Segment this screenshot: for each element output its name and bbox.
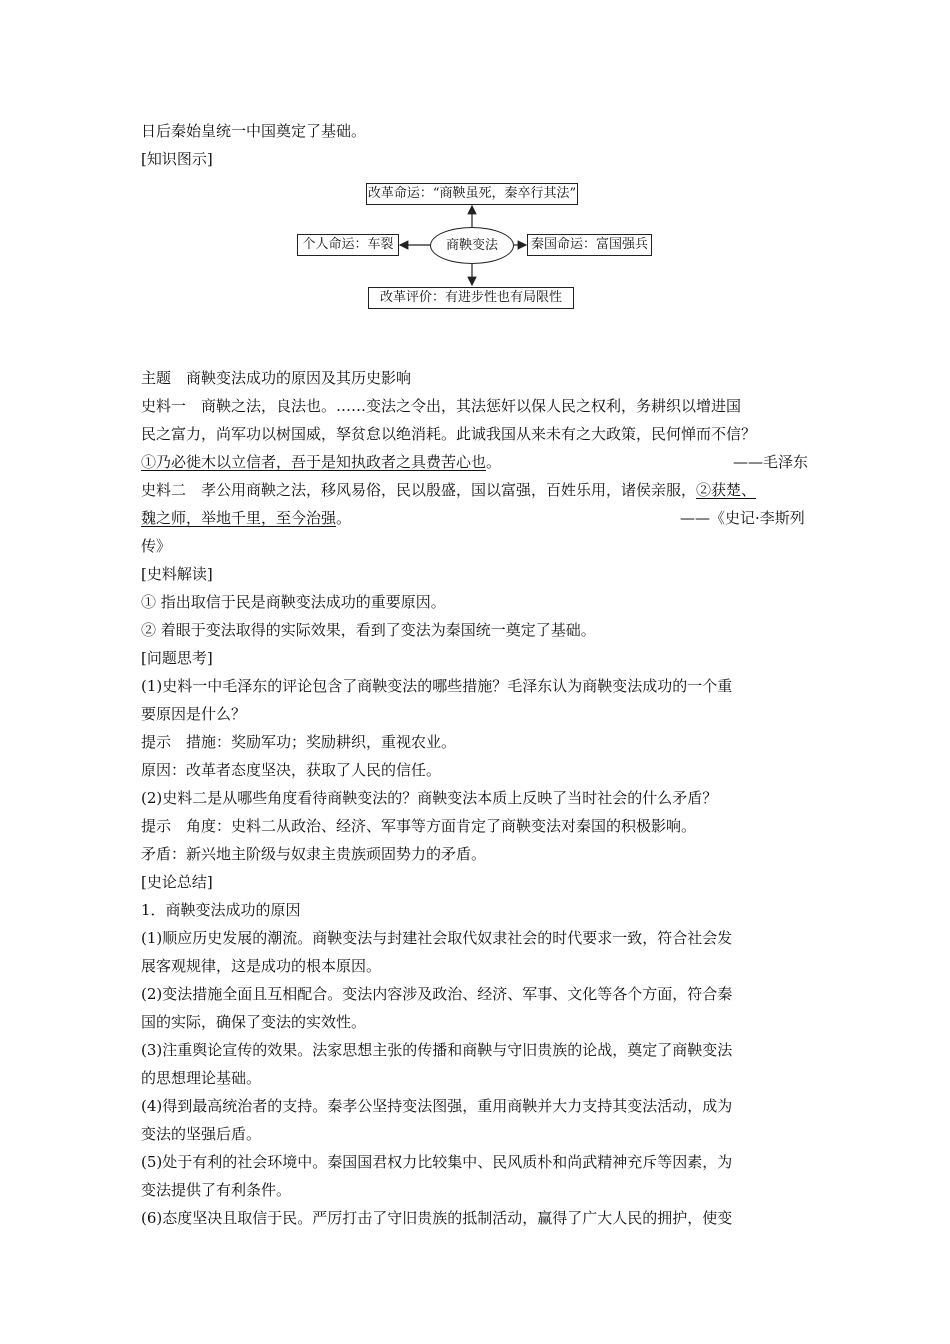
summary-line: 的思想理论基础。 bbox=[141, 1069, 262, 1087]
source2-line1 bbox=[141, 480, 756, 500]
thinking-heading: [问题思考] bbox=[141, 649, 213, 667]
source2-line2 bbox=[141, 508, 351, 528]
summary-line: (3)注重舆论宣传的效果。法家思想主张的传播和商鞅与守旧贵族的论战，奠定了商鞅变法 bbox=[141, 1041, 733, 1059]
source2-attribution-cont: 传》 bbox=[141, 537, 172, 555]
source1-line2: 民之富力，尚军功以树国威，孥贫怠以绝消耗。此诚我国从来未有之大政策，民何惮而不信？ bbox=[141, 425, 757, 443]
question1-line2: 要原因是什么？ bbox=[141, 705, 247, 723]
summary-line: 变法提供了有利条件。 bbox=[141, 1181, 292, 1199]
answer1-line2: 原因：改革者态度坚决，获取了人民的信任。 bbox=[141, 761, 442, 779]
summary-line: (2)变法措施全面且互相配合。变法内容涉及政治、经济、军事、文化等各个方面，符合秦 bbox=[141, 985, 733, 1003]
source1-line1: 史料一 商鞅之法，良法也。……变法之令出，其法惩奸以保人民之权利，务耕织以增进国 bbox=[141, 397, 742, 415]
diagram-right-box: 秦国命运：富国强兵 bbox=[527, 234, 652, 256]
source2-line1-plain: 史料二 孝公用商鞅之法，移风易俗，民以殷盛，国以富强，百姓乐用，诸侯亲服， bbox=[141, 481, 697, 499]
source2-line1-underlined: ②获楚、 bbox=[696, 481, 757, 499]
reading-heading: [史料解读] bbox=[141, 565, 213, 583]
source1-line3 bbox=[141, 452, 501, 472]
source2-line2-end: 。 bbox=[336, 509, 352, 527]
diagram-left-box: 个人命运：车裂 bbox=[297, 234, 399, 256]
summary-line: 展客观规律，这是成功的根本原因。 bbox=[141, 957, 382, 975]
diagram-heading: [知识图示] bbox=[141, 150, 213, 168]
question2: (2)史料二是从哪些角度看待商鞅变法的？商鞅变法本质上反映了当时社会的什么矛盾？ bbox=[141, 789, 718, 807]
topic-title: 主题 商鞅变法成功的原因及其历史影响 bbox=[141, 369, 412, 387]
diagram-top-box: 改革命运：“商鞅虽死，秦卒行其法” bbox=[366, 183, 578, 205]
answer1-line1: 提示 措施：奖励军功；奖励耕织，重视农业。 bbox=[141, 733, 457, 751]
summary-line: (1)顺应历史发展的潮流。商鞅变法与封建社会取代奴隶社会的时代要求一致，符合社会发 bbox=[141, 929, 733, 947]
summary-line: 变法的坚强后盾。 bbox=[141, 1125, 262, 1143]
answer2-line1: 提示 角度：史料二从政治、经济、军事等方面肯定了商鞅变法对秦国的积极影响。 bbox=[141, 817, 697, 835]
source1-attribution: ——毛泽东 bbox=[733, 453, 809, 471]
diagram-center-ellipse: 商鞅变法 bbox=[430, 227, 514, 264]
reading-item: ① 指出取信于民是商鞅变法成功的重要原因。 bbox=[141, 593, 446, 611]
summary-line: 国的实际，确保了变法的实效性。 bbox=[141, 1013, 367, 1031]
source1-line3-end: 。 bbox=[486, 453, 502, 471]
diagram-bottom-box: 改革评价：有进步性也有局限性 bbox=[368, 287, 574, 309]
answer2-line2: 矛盾：新兴地主阶级与奴隶主贵族顽固势力的矛盾。 bbox=[141, 845, 487, 863]
reading-item: ② 着眼于变法取得的实际效果，看到了变法为秦国统一奠定了基础。 bbox=[141, 621, 596, 639]
summary-heading: [史论总结] bbox=[141, 873, 213, 891]
summary-line: (4)得到最高统治者的支持。秦孝公坚持变法图强，重用商鞅并大力支持其变法活动，成为 bbox=[141, 1097, 733, 1115]
summary-line: (5)处于有利的社会环境中。秦国国君权力比较集中、民风质朴和尚武精神充斥等因素，为 bbox=[141, 1153, 733, 1171]
summary-line: (6)态度坚决且取信于民。严厉打击了守旧贵族的抵制活动，赢得了广大人民的拥护，使变 bbox=[141, 1209, 733, 1227]
intro-line: 日后秦始皇统一中国奠定了基础。 bbox=[141, 122, 367, 140]
source1-underlined: ①乃必徙木以立信者，吾于是知执政者之具费苦心也 bbox=[141, 453, 487, 471]
source2-line2-underlined: 魏之师，举地千里，至今治强 bbox=[141, 509, 337, 527]
question1-line1: (1)史料一中毛泽东的评论包含了商鞅变法的哪些措施？毛泽东认为商鞅变法成功的一个重 bbox=[141, 677, 733, 695]
summary-subheading: 1．商鞅变法成功的原因 bbox=[141, 901, 301, 919]
source2-attribution: ——《史记·李斯列 bbox=[680, 509, 805, 527]
